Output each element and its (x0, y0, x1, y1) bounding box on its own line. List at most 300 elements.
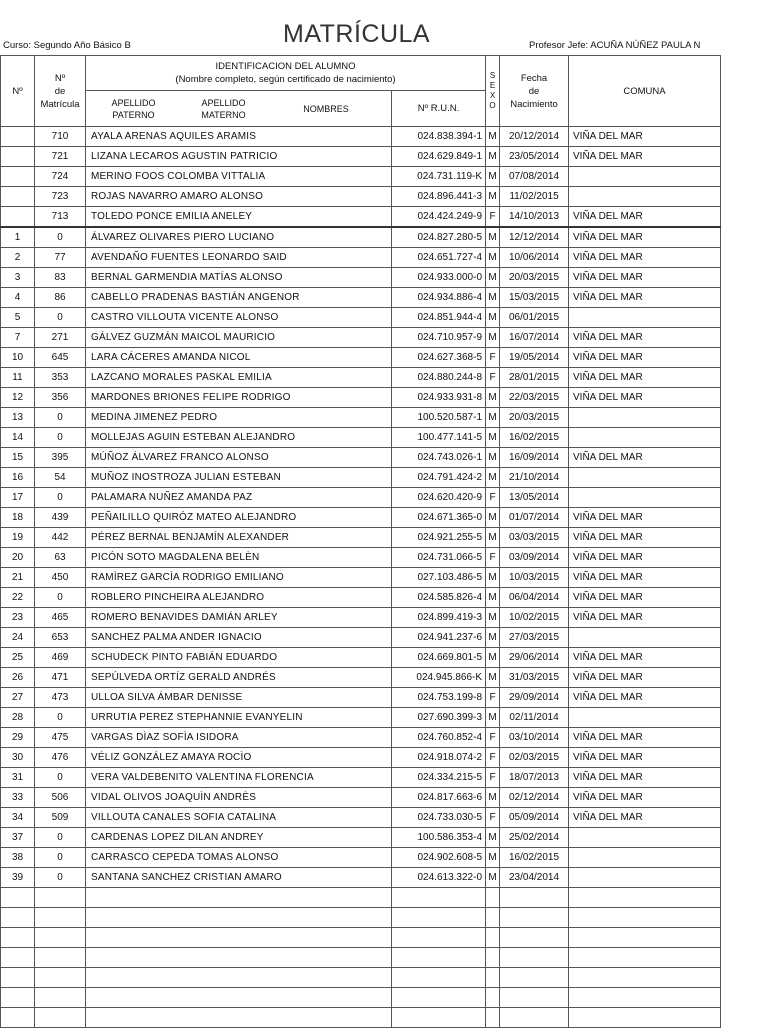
row-sex: F (486, 548, 500, 568)
row-matricula: 473 (35, 688, 86, 708)
row-num: 4 (1, 288, 35, 308)
row-dob: 20/12/2014 (500, 127, 569, 147)
row-name: MOLLEJAS AGUIN ESTEBAN ALEJANDRO (86, 428, 392, 448)
row-comuna (569, 868, 721, 888)
row-num: 3 (1, 268, 35, 288)
row-num: 21 (1, 568, 35, 588)
table-row (1, 868, 721, 888)
row-matricula: 395 (35, 448, 86, 468)
sexo-letter-1: S (489, 71, 496, 80)
row-matricula: 645 (35, 348, 86, 368)
table-row (1, 368, 721, 388)
table-row (1, 207, 721, 228)
row-run: 024.945.866-K (392, 668, 486, 688)
row-matricula: 0 (35, 868, 86, 888)
row-run: 024.918.074-2 (392, 748, 486, 768)
row-num: 2 (1, 248, 35, 268)
table-row (1, 488, 721, 508)
row-name: ROBLERO PINCHEIRA ALEJANDRO (86, 588, 392, 608)
row-matricula: 723 (35, 187, 86, 207)
table-row (1, 968, 721, 988)
table-row (1, 688, 721, 708)
row-run: 024.851.944-4 (392, 308, 486, 328)
row-num (1, 1008, 35, 1028)
row-matricula: 0 (35, 848, 86, 868)
row-comuna (569, 708, 721, 728)
row-dob: 27/03/2015 (500, 628, 569, 648)
row-dob: 12/12/2014 (500, 227, 569, 248)
row-name: AVENDAÑO FUENTES LEONARDO SAID (86, 248, 392, 268)
course-label: Curso: Segundo Año Básico B (3, 40, 131, 51)
row-dob (500, 968, 569, 988)
fecha-line2: de (528, 85, 540, 97)
table-row (1, 308, 721, 328)
row-matricula: 353 (35, 368, 86, 388)
row-num: 16 (1, 468, 35, 488)
row-name: PICÓN SOTO MAGDALENA BELÈN (86, 548, 392, 568)
row-matricula (35, 908, 86, 928)
table-row (1, 288, 721, 308)
table-row (1, 808, 721, 828)
table-row (1, 1008, 721, 1028)
row-matricula: 442 (35, 528, 86, 548)
row-run: 024.710.957-9 (392, 328, 486, 348)
row-run: 024.671.365-0 (392, 508, 486, 528)
sexo-letter-3: X (489, 91, 496, 100)
row-matricula: 465 (35, 608, 86, 628)
row-comuna (569, 308, 721, 328)
row-name: ROJAS NAVARRO AMARO ALONSO (86, 187, 392, 207)
teacher-label: Profesor Jefe: ACUÑA NÚÑEZ PAULA N (529, 40, 701, 51)
row-run: 024.424.249-9 (392, 207, 486, 228)
row-run: 024.791.424-2 (392, 468, 486, 488)
row-name: MUÑOZ INOSTROZA JULIAN ESTEBAN (86, 468, 392, 488)
row-run: 024.743.026-1 (392, 448, 486, 468)
row-dob: 02/11/2014 (500, 708, 569, 728)
row-sex: F (486, 728, 500, 748)
row-dob: 20/03/2015 (500, 408, 569, 428)
table-row (1, 668, 721, 688)
row-comuna: VIÑA DEL MAR (569, 207, 721, 228)
row-dob: 10/03/2015 (500, 568, 569, 588)
row-name: LARA CÁCERES AMANDA NICOL (86, 348, 392, 368)
row-run: 024.585.826-4 (392, 588, 486, 608)
row-sex: M (486, 408, 500, 428)
row-dob: 11/02/2015 (500, 187, 569, 207)
row-name: VARGAS DÌAZ SOFÌA ISIDORA (86, 728, 392, 748)
row-matricula: 710 (35, 127, 86, 147)
row-num (1, 147, 35, 167)
table-row (1, 908, 721, 928)
table-row (1, 348, 721, 368)
row-comuna: VIÑA DEL MAR (569, 788, 721, 808)
row-comuna: VIÑA DEL MAR (569, 127, 721, 147)
row-comuna (569, 888, 721, 908)
row-num: 17 (1, 488, 35, 508)
row-matricula (35, 1008, 86, 1028)
row-comuna: VIÑA DEL MAR (569, 268, 721, 288)
row-comuna: VIÑA DEL MAR (569, 528, 721, 548)
row-matricula: 0 (35, 428, 86, 448)
row-dob: 16/07/2014 (500, 328, 569, 348)
row-comuna (569, 408, 721, 428)
row-dob (500, 988, 569, 1008)
row-matricula: 0 (35, 828, 86, 848)
table-row (1, 728, 721, 748)
table-row (1, 127, 721, 147)
row-num: 23 (1, 608, 35, 628)
table-row (1, 828, 721, 848)
ap-paterno-line2: PATERNO (112, 109, 155, 120)
row-dob: 13/05/2014 (500, 488, 569, 508)
row-dob: 19/05/2014 (500, 348, 569, 368)
row-matricula: 469 (35, 648, 86, 668)
row-num: 5 (1, 308, 35, 328)
row-num: 11 (1, 368, 35, 388)
row-matricula: 721 (35, 147, 86, 167)
row-matricula: 471 (35, 668, 86, 688)
row-num: 37 (1, 828, 35, 848)
row-run: 024.921.255-5 (392, 528, 486, 548)
row-sex: F (486, 748, 500, 768)
row-matricula (35, 988, 86, 1008)
row-name: CARDENAS LOPEZ DILAN ANDREY (86, 828, 392, 848)
col-header-matricula-line1: Nº (54, 72, 66, 84)
row-dob: 03/03/2015 (500, 528, 569, 548)
row-name: SCHUDECK PINTO FABIÁN EDUARDO (86, 648, 392, 668)
table-row (1, 408, 721, 428)
row-num: 30 (1, 748, 35, 768)
row-run: 024.827.280-5 (392, 227, 486, 248)
row-name: VÉLIZ GONZÁLEZ AMAYA ROCÌO (86, 748, 392, 768)
row-matricula: 0 (35, 488, 86, 508)
row-sex: M (486, 628, 500, 648)
row-name: TOLEDO PONCE EMILIA ANELEY (86, 207, 392, 228)
row-num: 20 (1, 548, 35, 568)
row-dob: 06/04/2014 (500, 588, 569, 608)
row-matricula: 63 (35, 548, 86, 568)
row-dob: 23/05/2014 (500, 147, 569, 167)
row-run: 100.520.587-1 (392, 408, 486, 428)
row-run: 100.586.353-4 (392, 828, 486, 848)
row-matricula (35, 928, 86, 948)
row-matricula: 0 (35, 708, 86, 728)
row-name: SEPÚLVEDA ORTÍZ GERALD ANDRÉS (86, 668, 392, 688)
row-name (86, 948, 392, 968)
table-row (1, 568, 721, 588)
row-dob: 29/09/2014 (500, 688, 569, 708)
row-name: LIZANA LECAROS AGUSTIN PATRICIO (86, 147, 392, 167)
table-row (1, 848, 721, 868)
row-comuna (569, 187, 721, 207)
row-name: URRUTIA PEREZ STEPHANNIE EVANYELIN (86, 708, 392, 728)
row-matricula: 476 (35, 748, 86, 768)
row-run (392, 1008, 486, 1028)
row-sex: M (486, 508, 500, 528)
row-sex: F (486, 688, 500, 708)
row-dob: 29/06/2014 (500, 648, 569, 668)
row-name: PALAMARA NUÑEZ AMANDA PAZ (86, 488, 392, 508)
row-run: 100.477.141-5 (392, 428, 486, 448)
row-dob: 10/02/2015 (500, 608, 569, 628)
row-name: PEÑAILILLO QUIRÓZ MATEO ALEJANDRO (86, 508, 392, 528)
row-sex: M (486, 187, 500, 207)
row-matricula: 54 (35, 468, 86, 488)
row-run: 024.896.441-3 (392, 187, 486, 207)
col-header-matricula-line2: de (54, 85, 66, 97)
table-row (1, 548, 721, 568)
row-name (86, 888, 392, 908)
row-comuna: VIÑA DEL MAR (569, 748, 721, 768)
row-matricula: 509 (35, 808, 86, 828)
row-run: 024.613.322-0 (392, 868, 486, 888)
row-matricula: 439 (35, 508, 86, 528)
row-sex: F (486, 348, 500, 368)
row-dob: 03/10/2014 (500, 728, 569, 748)
row-name: MERINO FOOS COLOMBA VITTALIA (86, 167, 392, 187)
row-sex: M (486, 308, 500, 328)
row-run (392, 968, 486, 988)
row-run: 024.933.000-0 (392, 268, 486, 288)
row-run: 024.934.886-4 (392, 288, 486, 308)
row-dob (500, 1008, 569, 1028)
row-name: LAZCANO MORALES PASKAL EMILIA (86, 368, 392, 388)
row-num (1, 187, 35, 207)
row-num: 39 (1, 868, 35, 888)
row-run: 024.629.849-1 (392, 147, 486, 167)
fecha-line3: Nacimiento (510, 98, 558, 110)
table-row (1, 508, 721, 528)
row-dob: 28/01/2015 (500, 368, 569, 388)
row-run (392, 988, 486, 1008)
row-matricula: 450 (35, 568, 86, 588)
table-row (1, 388, 721, 408)
row-num: 31 (1, 768, 35, 788)
col-header-sexo (486, 56, 500, 127)
row-run (392, 888, 486, 908)
row-dob: 02/12/2014 (500, 788, 569, 808)
identification-subtitle: (Nombre completo, según certificado de nacimiento) (175, 74, 396, 85)
row-sex: M (486, 848, 500, 868)
table-row (1, 328, 721, 348)
row-num: 1 (1, 227, 35, 248)
row-comuna: VIÑA DEL MAR (569, 288, 721, 308)
row-sex (486, 948, 500, 968)
row-matricula: 0 (35, 588, 86, 608)
row-matricula: 0 (35, 308, 86, 328)
row-comuna: VIÑA DEL MAR (569, 388, 721, 408)
row-name: CARRASCO CEPEDA TOMAS ALONSO (86, 848, 392, 868)
row-matricula: 271 (35, 328, 86, 348)
row-run: 024.733.030-5 (392, 808, 486, 828)
table-row (1, 708, 721, 728)
row-num (1, 968, 35, 988)
col-header-fecha (500, 56, 569, 127)
row-num (1, 127, 35, 147)
row-matricula (35, 888, 86, 908)
row-sex: M (486, 167, 500, 187)
row-dob: 18/07/2013 (500, 768, 569, 788)
row-name: VIDAL OLIVOS JOAQUÌN ANDRÈS (86, 788, 392, 808)
row-comuna: VIÑA DEL MAR (569, 688, 721, 708)
row-num: 38 (1, 848, 35, 868)
row-matricula: 713 (35, 207, 86, 228)
col-header-names (86, 91, 392, 127)
row-sex: F (486, 368, 500, 388)
ap-materno-line1: APELLIDO (201, 97, 246, 108)
row-run (392, 928, 486, 948)
table-row (1, 468, 721, 488)
row-sex: M (486, 227, 500, 248)
row-name: VILLOUTA CANALES SOFIA CATALINA (86, 808, 392, 828)
row-num (1, 167, 35, 187)
row-dob: 03/09/2014 (500, 548, 569, 568)
row-run: 024.753.199-8 (392, 688, 486, 708)
table-row (1, 928, 721, 948)
row-comuna: VIÑA DEL MAR (569, 147, 721, 167)
row-comuna (569, 428, 721, 448)
row-sex: M (486, 668, 500, 688)
row-sex: M (486, 468, 500, 488)
row-name: CASTRO VILLOUTA VICENTE ALONSO (86, 308, 392, 328)
table-row (1, 268, 721, 288)
sexo-letter-4: O (489, 101, 496, 110)
row-dob (500, 948, 569, 968)
row-comuna (569, 468, 721, 488)
row-dob: 25/02/2014 (500, 828, 569, 848)
row-run: 024.731.119-K (392, 167, 486, 187)
enrollment-table (0, 55, 721, 1028)
row-num (1, 948, 35, 968)
row-name: MEDINA JIMENEZ PEDRO (86, 408, 392, 428)
row-comuna: VIÑA DEL MAR (569, 608, 721, 628)
row-num: 33 (1, 788, 35, 808)
col-header-matricula (35, 56, 86, 127)
row-run: 024.902.608-5 (392, 848, 486, 868)
row-comuna (569, 828, 721, 848)
row-sex (486, 968, 500, 988)
row-run: 024.334.215-5 (392, 768, 486, 788)
row-dob: 16/02/2015 (500, 848, 569, 868)
row-dob: 07/08/2014 (500, 167, 569, 187)
table-row (1, 428, 721, 448)
row-sex: M (486, 388, 500, 408)
table-row (1, 748, 721, 768)
row-sex: M (486, 568, 500, 588)
row-comuna: VIÑA DEL MAR (569, 588, 721, 608)
col-header-identification (86, 56, 486, 91)
table-row (1, 888, 721, 908)
row-sex (486, 888, 500, 908)
row-matricula: 86 (35, 288, 86, 308)
row-comuna (569, 988, 721, 1008)
col-header-matricula-line3: Matrícula (40, 98, 80, 110)
row-num: 18 (1, 508, 35, 528)
row-dob: 10/06/2014 (500, 248, 569, 268)
row-dob (500, 928, 569, 948)
row-name: CABELLO PRADENAS BASTIÁN ANGENOR (86, 288, 392, 308)
row-dob: 06/01/2015 (500, 308, 569, 328)
row-sex: M (486, 448, 500, 468)
row-comuna (569, 1008, 721, 1028)
col-header-run: Nº R.U.N. (392, 91, 486, 127)
row-comuna: VIÑA DEL MAR (569, 548, 721, 568)
row-sex: M (486, 868, 500, 888)
row-dob (500, 888, 569, 908)
nombres-header: NOMBRES (303, 103, 349, 114)
row-run: 024.933.931-8 (392, 388, 486, 408)
row-dob: 31/03/2015 (500, 668, 569, 688)
row-run: 027.690.399-3 (392, 708, 486, 728)
row-comuna: VIÑA DEL MAR (569, 668, 721, 688)
row-name: MÚÑOZ ÁLVAREZ FRANCO ALONSO (86, 448, 392, 468)
row-sex (486, 988, 500, 1008)
row-matricula (35, 968, 86, 988)
row-dob: 20/03/2015 (500, 268, 569, 288)
row-name: RAMÌREZ GARCÌA RODRIGO EMILIANO (86, 568, 392, 588)
row-sex (486, 908, 500, 928)
row-name (86, 988, 392, 1008)
table-row (1, 768, 721, 788)
row-name: MARDONES BRIONES FELIPE RODRIGO (86, 388, 392, 408)
row-num: 26 (1, 668, 35, 688)
row-num (1, 207, 35, 228)
row-comuna (569, 928, 721, 948)
row-matricula (35, 948, 86, 968)
row-comuna: VIÑA DEL MAR (569, 448, 721, 468)
row-run: 024.669.801-5 (392, 648, 486, 668)
ap-materno-line2: MATERNO (201, 109, 246, 120)
row-comuna (569, 968, 721, 988)
row-num: 24 (1, 628, 35, 648)
row-comuna: VIÑA DEL MAR (569, 568, 721, 588)
row-num (1, 908, 35, 928)
table-row (1, 147, 721, 167)
row-matricula: 83 (35, 268, 86, 288)
row-name: BERNAL GARMENDIA MATÍAS ALONSO (86, 268, 392, 288)
row-matricula: 0 (35, 227, 86, 248)
row-run: 024.651.727-4 (392, 248, 486, 268)
row-comuna: VIÑA DEL MAR (569, 808, 721, 828)
row-comuna (569, 908, 721, 928)
row-matricula: 475 (35, 728, 86, 748)
row-run: 024.627.368-5 (392, 348, 486, 368)
row-dob: 01/07/2014 (500, 508, 569, 528)
row-name (86, 968, 392, 988)
row-comuna: VIÑA DEL MAR (569, 248, 721, 268)
row-num: 19 (1, 528, 35, 548)
row-sex: M (486, 147, 500, 167)
row-run: 024.880.244-8 (392, 368, 486, 388)
row-comuna (569, 167, 721, 187)
row-num: 34 (1, 808, 35, 828)
fecha-line1: Fecha (520, 72, 548, 84)
row-run: 024.838.394-1 (392, 127, 486, 147)
table-row (1, 227, 721, 248)
table-row (1, 448, 721, 468)
row-comuna: VIÑA DEL MAR (569, 508, 721, 528)
row-dob: 16/09/2014 (500, 448, 569, 468)
row-comuna: VIÑA DEL MAR (569, 368, 721, 388)
row-comuna: VIÑA DEL MAR (569, 728, 721, 748)
row-num: 13 (1, 408, 35, 428)
row-num: 10 (1, 348, 35, 368)
row-run: 024.620.420-9 (392, 488, 486, 508)
row-matricula: 77 (35, 248, 86, 268)
row-name: GÁLVEZ GUZMÁN MAICOL MAURICIO (86, 328, 392, 348)
col-header-comuna: COMUNA (569, 56, 721, 127)
row-sex: F (486, 488, 500, 508)
